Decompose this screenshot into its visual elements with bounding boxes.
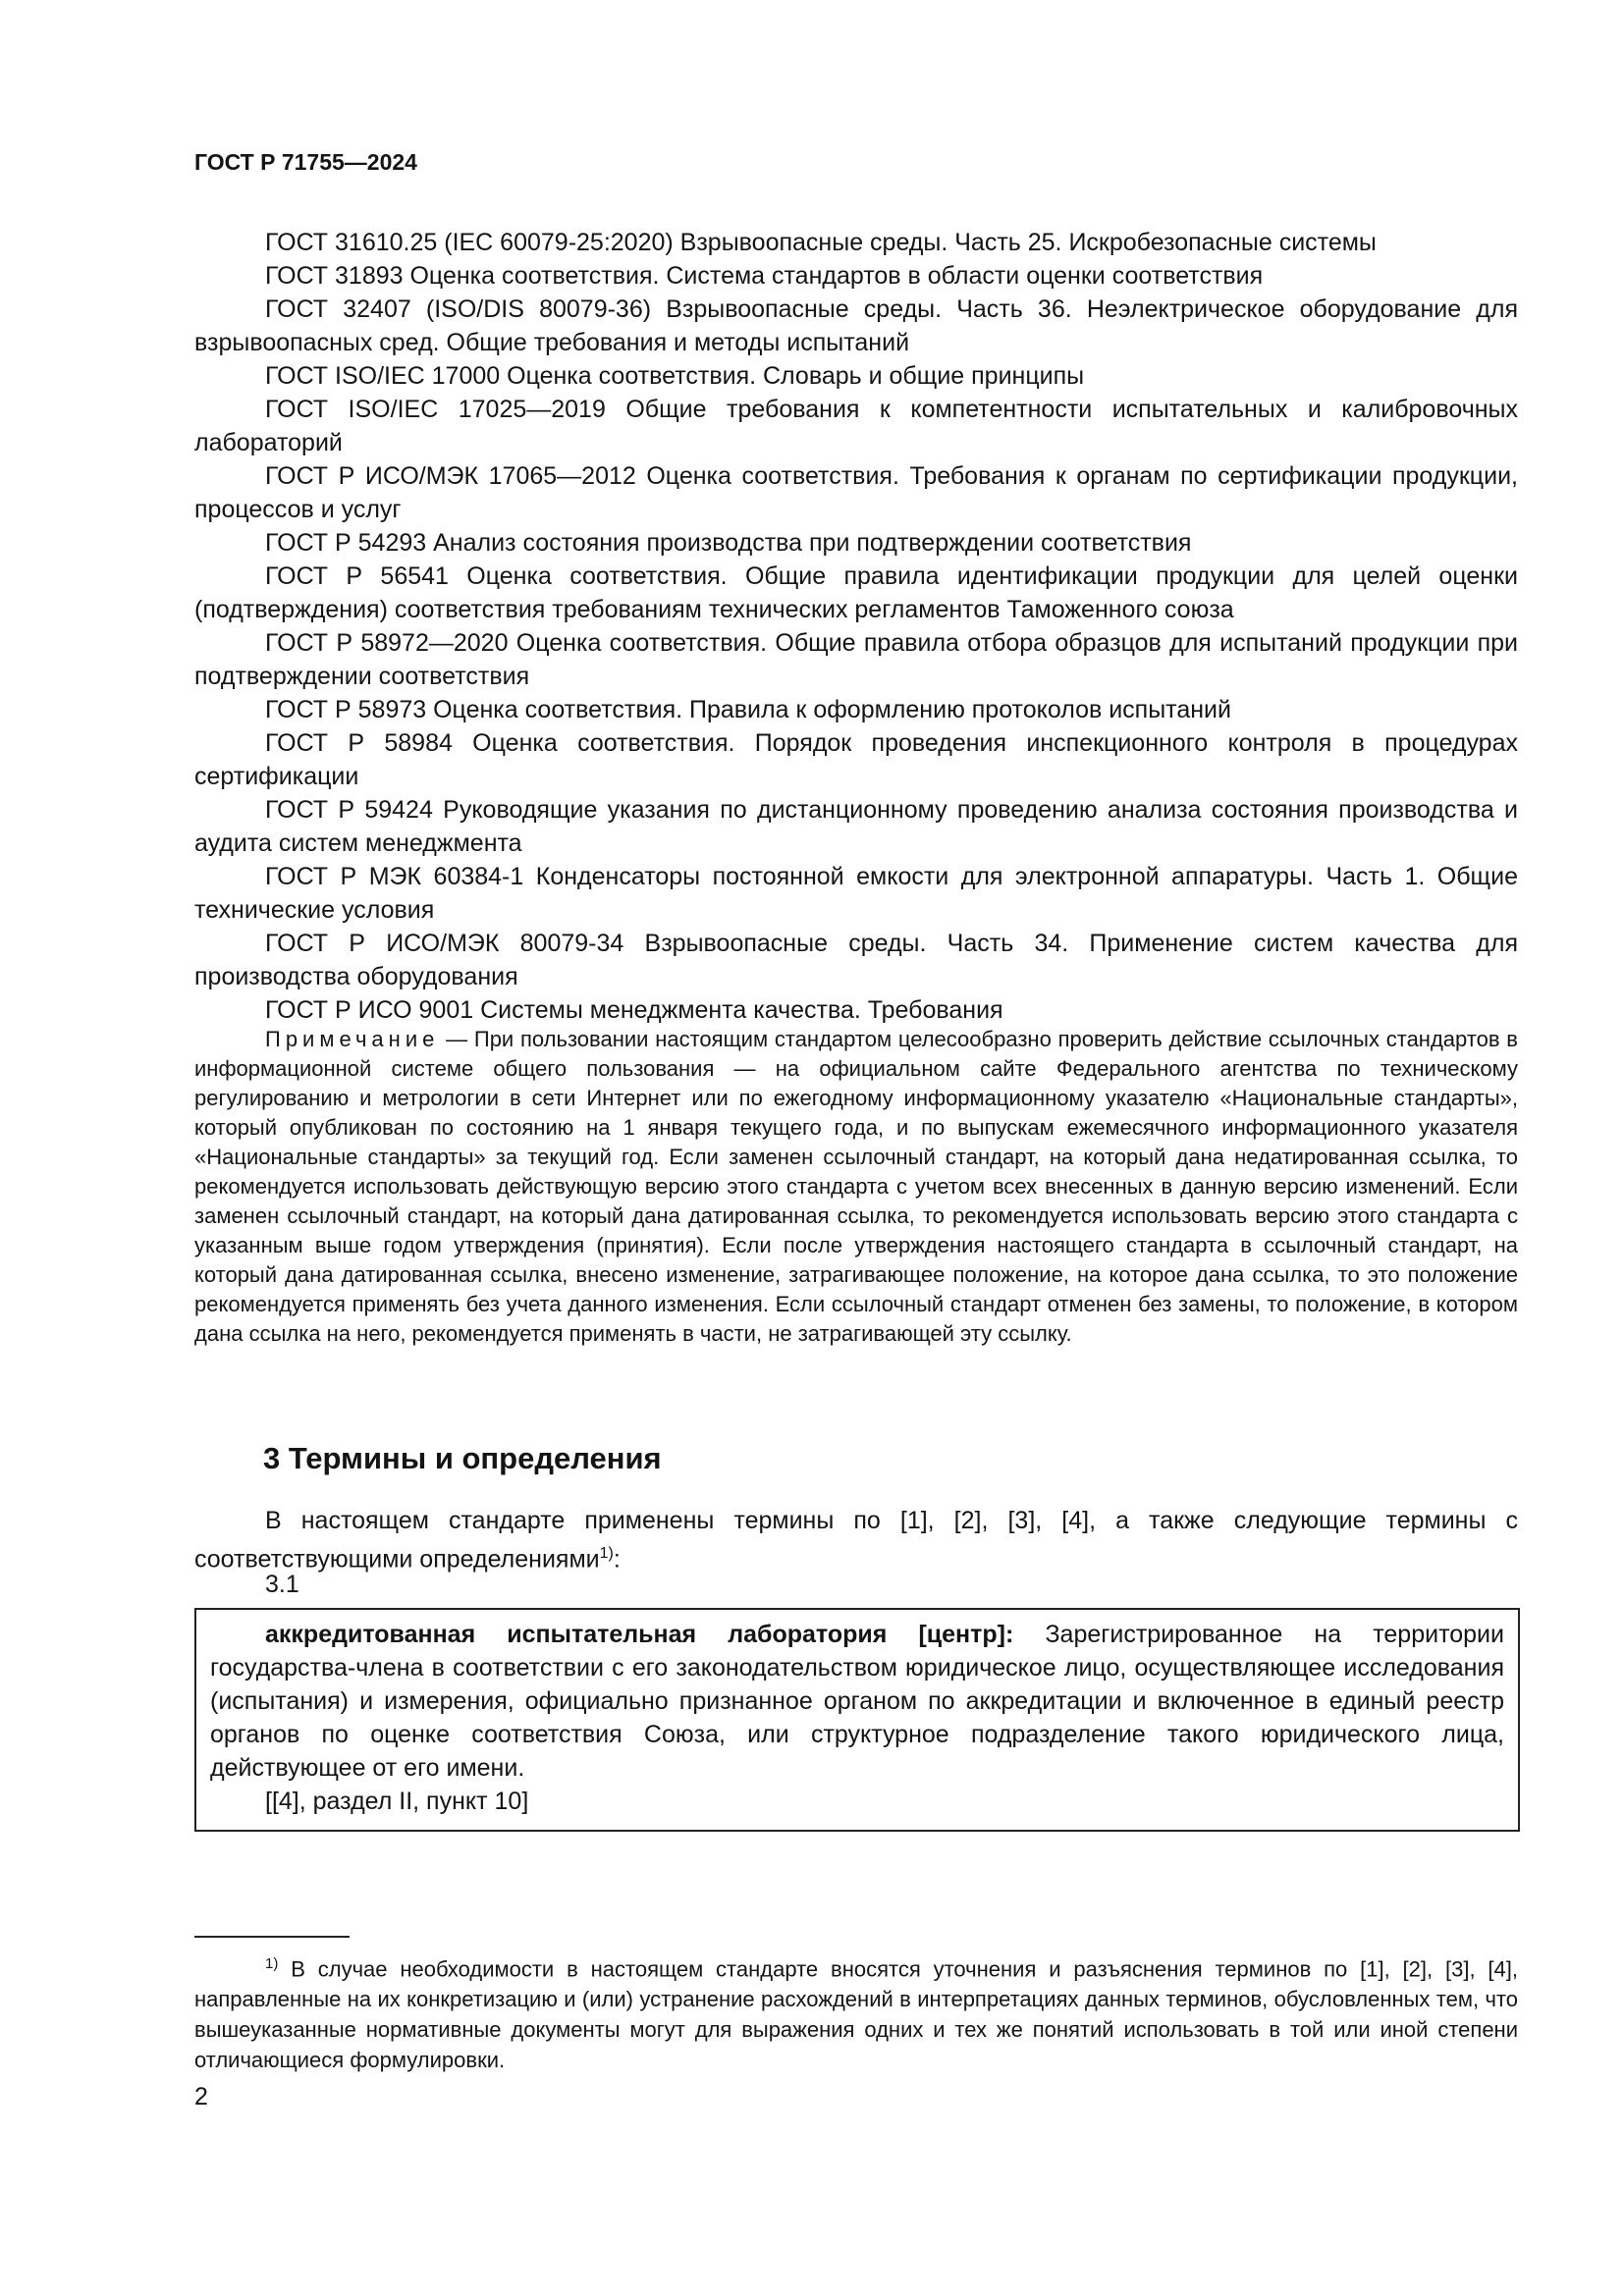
- footnote-text: В случае необходимости в настоящем стандарте вносятся уточнения и разъяснения терминов по [1], [2], [3], [4], направленные на их конкретизацию и (или) устранение расхождений в интерпретациях данных терминов, обусловленных тем, что вышеуказанные нормативные документы могут для выражения одних и тех же понятий использовать в той или иной степени отличающиеся формулировки.: [194, 1956, 1518, 2073]
- normative-references-list: [194, 226, 1518, 1027]
- reference-item: ГОСТ Р ИСО/МЭК 17065—2012 Оценка соответствия. Требования к органам по сертификации продукции, процессов и услуг: [194, 462, 1518, 523]
- reference-item: ГОСТ 31893 Оценка соответствия. Система стандартов в области оценки соответствия: [265, 262, 1264, 290]
- reference-item: ГОСТ Р 58984 Оценка соответствия. Порядок проведения инспекционного контроля в процедурах сертификации: [194, 729, 1518, 790]
- term-name: аккредитованная испытательная лаборатория [центр]:: [265, 1621, 1014, 1648]
- reference-item: ГОСТ 32407 (ISO/DIS 80079-36) Взрывоопасные среды. Часть 36. Неэлектрическое оборудование для взрывоопасных сред. Общие требования и методы испытаний: [194, 295, 1518, 356]
- term-number: 3.1: [265, 1571, 299, 1598]
- reference-item: ГОСТ Р ИСО/МЭК 80079-34 Взрывоопасные среды. Часть 34. Применение систем качества для производства оборудования: [194, 930, 1518, 990]
- footnote-divider: [194, 1936, 350, 1938]
- section-intro-end: :: [613, 1545, 621, 1574]
- note-paragraph: [194, 1025, 1518, 1349]
- reference-item: ГОСТ ISO/IEC 17000 Оценка соответствия. Словарь и общие принципы: [265, 362, 1085, 390]
- reference-item: ГОСТ 31610.25 (IEC 60079-25:2020) Взрывоопасные среды. Часть 25. Искробезопасные системы: [265, 229, 1377, 256]
- footnote-reference: 1): [599, 1545, 614, 1562]
- reference-item: ГОСТ Р ИСО 9001 Системы менеджмента качества. Требования: [265, 996, 1003, 1024]
- term-source: [[4], раздел II, пункт 10]: [265, 1788, 529, 1815]
- document-header: ГОСТ Р 71755—2024: [194, 149, 417, 175]
- reference-item: ГОСТ Р 58973 Оценка соответствия. Правила к оформлению протоколов испытаний: [265, 696, 1231, 723]
- note-label: Примечание: [265, 1027, 440, 1051]
- term-definition-text: Зарегистрированное на территории государства-члена в соответствии с его законодательством юридическое лицо, осуществляющее исследования (испытания) и измерения, официально признанное органом по аккредитации и включенное в единый реестр органов по оценке соответствия Союза, или структурное подразделение такого юридического лица, действующее от его имени.: [210, 1621, 1504, 1782]
- footnote: [194, 1949, 1518, 2075]
- footnote-mark: 1): [265, 1955, 279, 1972]
- reference-item: ГОСТ Р 56541 Оценка соответствия. Общие правила идентификации продукции для целей оценки (подтверждения) соответствия требованиям технических регламентов Таможенного союза: [194, 562, 1518, 623]
- reference-item: ГОСТ Р 58972—2020 Оценка соответствия. Общие правила отбора образцов для испытаний продукции при подтверждении соответствия: [194, 629, 1518, 690]
- term-definition-box: [194, 1608, 1520, 1832]
- reference-item: ГОСТ Р 59424 Руководящие указания по дистанционному проведению анализа состояния производства и аудита систем менеджмента: [194, 796, 1518, 857]
- reference-item: ГОСТ ISO/IEC 17025—2019 Общие требования к компетентности испытательных и калибровочных лабораторий: [194, 396, 1518, 456]
- section-title: 3 Термины и определения: [263, 1441, 662, 1475]
- section-intro: [194, 1504, 1518, 1575]
- page-number: 2: [194, 2083, 208, 2110]
- term-definition: [210, 1618, 1504, 1785]
- note-text: — При пользовании настоящим стандартом целесообразно проверить действие ссылочных стандартов в информационной системе общего пользования — на официальном сайте Федерального агентства по техническому регулированию и метрологии в сети Интернет или по ежегодному информационному указателю «Национальные стандарты», который опубликован по состоянию на 1 января текущего года, и по выпускам ежемесячного информационного указателя «Национальные стандарты» за текущий год. Если заменен ссылочный стандарт, на который дана недатированная ссылка, то рекомендуется использовать действующую версию этого стандарта с учетом всех внесенных в данную версию изменений. Если заменен ссылочный стандарт, на который дана датированная ссылка, то рекомендуется использовать версию этого стандарта с указанным выше годом утверждения (принятия). Если после утверждения настоящего стандарта в ссылочный стандарт, на который дана датированная ссылка, внесено изменение, затрагивающее положение, на которое дана ссылка, то это положение рекомендуется применять без учета данного изменения. Если ссылочный стандарт отменен без замены, то положение, в котором дана ссылка на него, рекомендуется применять в части, не затрагивающей эту ссылку.: [194, 1027, 1518, 1346]
- reference-item: ГОСТ Р 54293 Анализ состояния производства при подтверждении соответствия: [265, 529, 1192, 557]
- section-intro-text: В настоящем стандарте применены термины по [1], [2], [3], [4], а также следующие термины с соответствующими определениями: [194, 1507, 1518, 1574]
- reference-item: ГОСТ Р МЭК 60384-1 Конденсаторы постоянной емкости для электронной аппаратуры. Часть 1. Общие технические условия: [194, 863, 1518, 924]
